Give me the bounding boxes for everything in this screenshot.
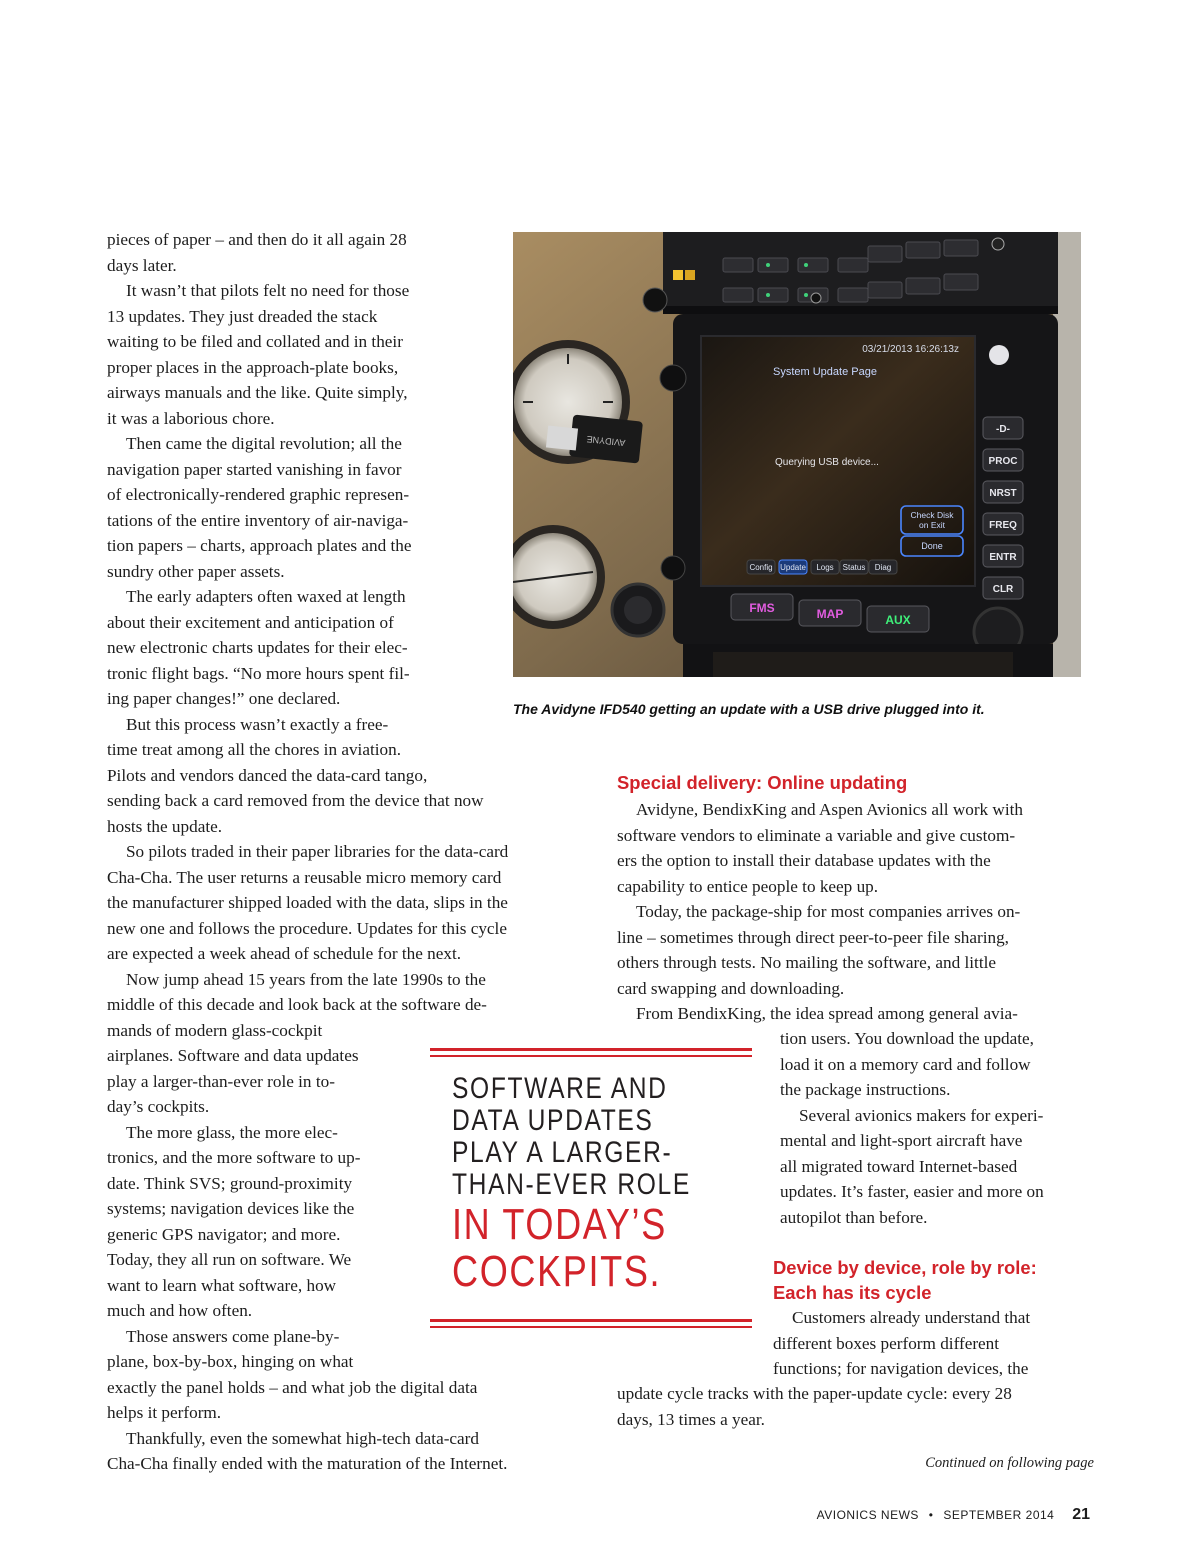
text-line: date. Think SVS; ground-proximity <box>107 1173 353 1193</box>
pull-quote-line: DATA UPDATES <box>452 1104 654 1137</box>
section-heading-online-updating: Special delivery: Online updating <box>617 772 908 793</box>
text-line: sundry other paper assets. <box>107 561 285 581</box>
bezel-key-label: CLR <box>992 584 1014 595</box>
text-line: Today, the package-ship for most companies arrives on- <box>636 902 1021 921</box>
text-line: Today, they all run on software. We <box>107 1250 352 1269</box>
map-key[interactable]: MAP <box>816 607 844 621</box>
screen-status: Querying USB device... <box>775 457 879 468</box>
text-line: new one and follows the procedure. Updates for this cycle <box>107 918 507 938</box>
text-line: functions; for navigation devices, the <box>773 1359 1029 1378</box>
section-heading-device-cycle <box>773 1255 1037 1305</box>
pull-quote <box>452 1073 743 1295</box>
text-line: systems; navigation devices like the <box>107 1199 355 1218</box>
publication-name: AVIONICS NEWS <box>816 1508 919 1522</box>
text-line: time treat among all the chores in aviation. <box>107 740 402 759</box>
bezel-key-label: FREQ <box>989 520 1017 531</box>
text-line: about their excitement and anticipation of <box>107 612 394 632</box>
text-line: days, 13 times a year. <box>617 1409 765 1429</box>
text-line: want to learn what software, how <box>107 1275 337 1295</box>
text-line: Pilots and vendors danced the data-card tango, <box>107 765 428 785</box>
screen-timestamp: 03/21/2013 16:26:13z <box>862 344 959 355</box>
text-line: generic GPS navigator; and more. <box>107 1224 341 1244</box>
text-line: It wasn’t that pilots felt no need for those <box>126 281 410 300</box>
text-line: all migrated toward Internet-based <box>780 1156 1018 1176</box>
text-line: Now jump ahead 15 years from the late 1990s to the <box>126 969 486 989</box>
pull-quote-line: THAN-EVER ROLE <box>452 1168 691 1201</box>
text-line: of electronically-rendered graphic represen- <box>107 485 410 504</box>
text-line: autopilot than before. <box>780 1207 928 1227</box>
bezel-key-label: NRST <box>989 488 1017 499</box>
usb-drive-label: AVIDYNE <box>586 433 626 449</box>
text-line: Avidyne, BendixKing and Aspen Avionics all work with <box>636 800 1023 819</box>
text-line: Customers already understand that <box>792 1308 1031 1327</box>
pull-quote-line: PLAY A LARGER- <box>452 1136 673 1169</box>
right-column-narrow-paragraphs-2 <box>773 1305 1030 1382</box>
pull-quote-bottom-rule <box>430 1319 752 1328</box>
text-line: 13 updates. They just dreaded the stack <box>107 306 378 326</box>
text-line: different boxes perform different <box>773 1333 1000 1353</box>
issue-date: SEPTEMBER 2014 <box>943 1508 1055 1522</box>
bezel-key-label: -D- <box>996 424 1010 435</box>
text-line: Several avionics makers for experi- <box>799 1105 1044 1125</box>
text-line: middle of this decade and look back at the software de- <box>107 995 487 1014</box>
bezel-key-label: ENTR <box>989 552 1017 563</box>
screen-tab-label: Diag <box>874 563 892 572</box>
text-line: But this process wasn’t exactly a free- <box>126 714 389 734</box>
page-footer <box>817 1506 1090 1524</box>
text-line: ing paper changes!” one declared. <box>107 689 341 708</box>
text-line: update cycle tracks with the paper-update cycle: every 28 <box>617 1384 1012 1403</box>
page-number: 21 <box>1072 1506 1090 1523</box>
check-disk-button[interactable]: Check Disk on Exit <box>910 510 954 530</box>
text-line: tion users. You download the update, <box>780 1029 1034 1048</box>
screen-title: System Update Page <box>773 366 877 378</box>
pull-quote-line: SOFTWARE AND <box>452 1072 668 1105</box>
text-line: mands of modern glass-cockpit <box>107 1020 323 1040</box>
text-line: So pilots traded in their paper libraries for the data-card <box>126 842 509 861</box>
heading-line: Each has its cycle <box>773 1282 932 1303</box>
text-line: line – sometimes through direct peer-to-peer file sharing, <box>617 927 1009 947</box>
text-line: helps it perform. <box>107 1403 222 1422</box>
text-line: software vendors to eliminate a variable and give custom- <box>617 825 1016 845</box>
text-line: airplanes. Software and data updates <box>107 1046 359 1065</box>
text-line: Then came the digital revolution; all the <box>126 434 402 453</box>
footer-separator: • <box>928 1508 934 1522</box>
pull-quote-highlight-line: IN TODAY’S <box>452 1200 667 1249</box>
screen-tab-label: Config <box>749 563 773 572</box>
text-line: Cha-Cha. The user returns a reusable micro memory card <box>107 867 502 887</box>
text-line: it was a laborious chore. <box>107 408 275 428</box>
text-line: tronics, and the more software to up- <box>107 1148 361 1167</box>
text-line: days later. <box>107 255 177 275</box>
text-line: sending back a card removed from the device that now <box>107 791 484 810</box>
text-line: pieces of paper – and then do it all again 28 <box>107 230 407 249</box>
avionics-photo <box>513 232 1081 677</box>
text-line: The early adapters often waxed at length <box>126 587 406 606</box>
text-line: load it on a memory card and follow <box>780 1054 1031 1074</box>
text-line: updates. It’s faster, easier and more on <box>780 1182 1044 1201</box>
aux-key[interactable]: AUX <box>885 613 911 627</box>
text-line: plane, box-by-box, hinging on what <box>107 1352 354 1371</box>
right-column-final-paragraph <box>617 1381 1012 1432</box>
left-column <box>107 227 508 1477</box>
screen-tab-label: Update <box>780 563 806 572</box>
photo-caption: The Avidyne IFD540 getting an update with a USB drive plugged into it. <box>513 701 985 717</box>
text-line: The more glass, the more elec- <box>126 1122 338 1142</box>
continued-note: Continued on following page <box>925 1455 1094 1471</box>
bezel-key-label: PROC <box>988 456 1018 467</box>
text-line: ers the option to install their database updates with the <box>617 851 991 870</box>
text-line: new electronic charts updates for their elec- <box>107 638 408 657</box>
screen-tab-label: Status <box>842 563 866 572</box>
text-line: Those answers come plane-by- <box>126 1326 340 1346</box>
text-line: Thankfully, even the somewhat high-tech data-card <box>126 1428 479 1448</box>
text-line: are expected a week ahead of schedule for the next. <box>107 944 462 963</box>
screen-tab-label: Logs <box>816 563 834 572</box>
text-line: mental and light-sport aircraft have <box>780 1131 1023 1150</box>
text-line: card swapping and downloading. <box>617 978 845 998</box>
text-line: the manufacturer shipped loaded with the data, slips in the <box>107 893 508 912</box>
text-line: hosts the update. <box>107 816 223 836</box>
text-line: proper places in the approach-plate books, <box>107 357 399 377</box>
text-line: From BendixKing, the idea spread among general avia- <box>636 1004 1018 1023</box>
text-line: waiting to be filed and collated and in their <box>107 332 403 351</box>
right-column-paragraphs <box>617 797 1023 1027</box>
text-line: navigation paper started vanishing in favor <box>107 459 402 479</box>
pull-quote-top-rule <box>430 1048 752 1057</box>
heading-line: Device by device, role by role: <box>773 1257 1037 1278</box>
text-line: tronic flight bags. “No more hours spent fil- <box>107 663 410 683</box>
text-line: much and how often. <box>107 1301 253 1320</box>
text-line: others through tests. No mailing the software, and little <box>617 953 997 972</box>
text-line: day’s cockpits. <box>107 1097 210 1116</box>
text-line: Cha-Cha finally ended with the maturation of the Internet. <box>107 1454 508 1473</box>
text-line: play a larger-than-ever role in to- <box>107 1071 335 1091</box>
text-line: tations of the entire inventory of air-naviga- <box>107 510 409 530</box>
right-column-narrow-paragraphs <box>780 1026 1044 1230</box>
text-line: the package instructions. <box>780 1080 951 1099</box>
done-button[interactable]: Done <box>921 541 943 551</box>
text-line: exactly the panel holds – and what job the digital data <box>107 1377 478 1397</box>
text-line: capability to entice people to keep up. <box>617 876 879 896</box>
text-line: airways manuals and the like. Quite simply, <box>107 383 408 402</box>
ifd540-illustration <box>513 232 1081 677</box>
fms-key[interactable]: FMS <box>749 601 775 615</box>
pull-quote-highlight-line: COCKPITS. <box>452 1247 662 1296</box>
text-line: tion papers – charts, approach plates and the <box>107 536 412 555</box>
